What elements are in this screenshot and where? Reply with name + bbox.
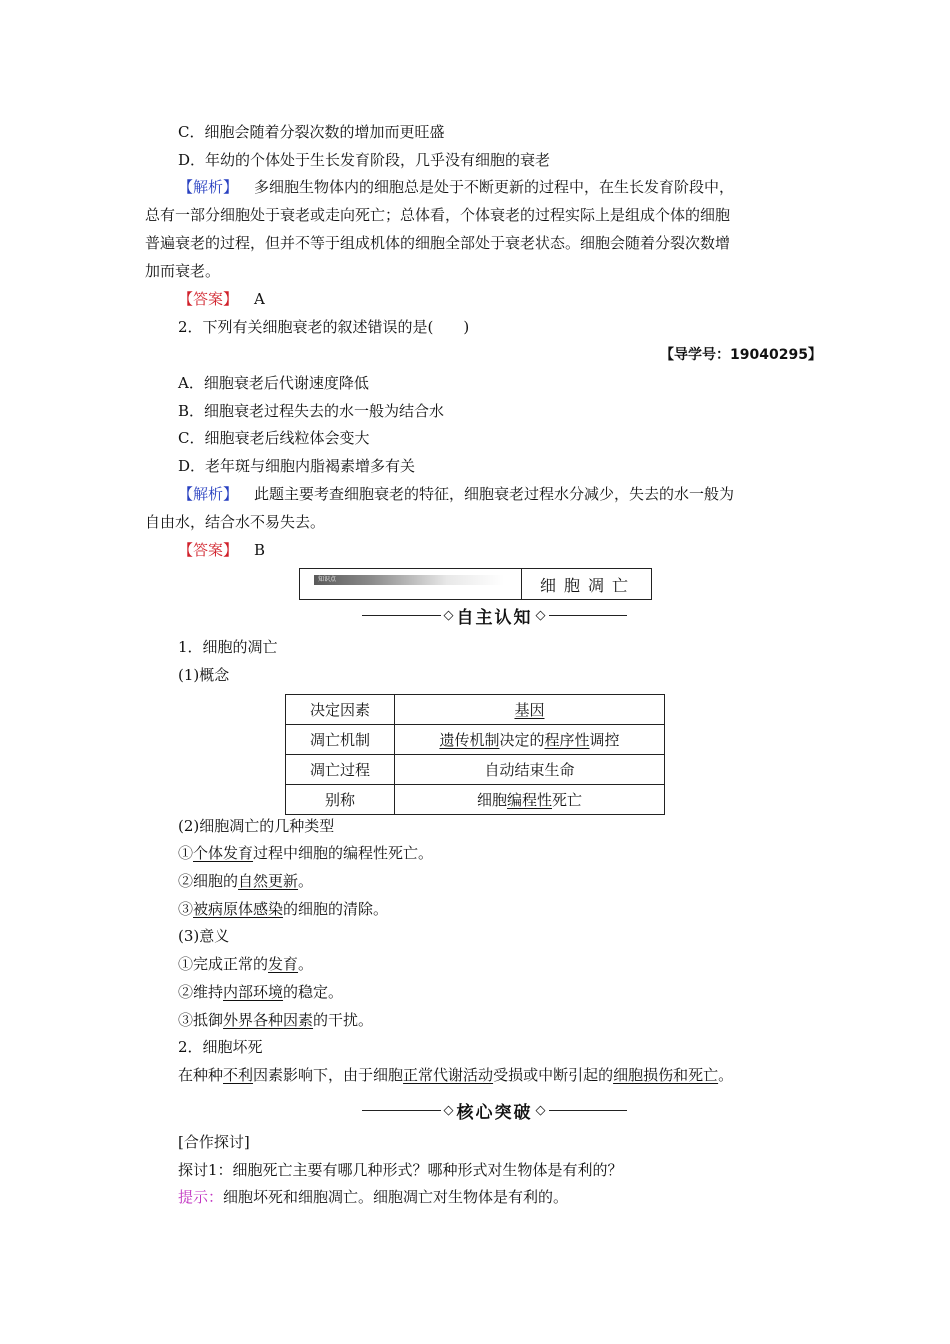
item-cell-apoptosis: 1．细胞的凋亡: [178, 638, 278, 656]
sub-types: (2)细胞凋亡的几种类型: [178, 817, 335, 835]
table-row: [286, 725, 665, 755]
underlined-term: 程序性: [544, 731, 590, 749]
text-segment: ①: [178, 844, 194, 862]
underlined-term: 内部环境: [223, 983, 284, 1001]
underlined-term: 个体发育: [193, 844, 254, 862]
section-title-self-study: 自主认知: [456, 607, 533, 628]
type-1: [178, 843, 433, 863]
section-title-core: 核心突破: [456, 1102, 533, 1123]
q2-stem: 2．下列有关细胞衰老的叙述错误的是( ): [178, 318, 470, 336]
text-segment: ②细胞的: [178, 872, 239, 890]
q2-analysis-line-1: 此题主要考查细胞衰老的特征，细胞衰老过程水分减少，失去的水一般为: [254, 485, 735, 503]
text-segment: 的干扰。: [313, 1011, 374, 1029]
q1-answer: [178, 289, 265, 309]
table-value-cell: [395, 695, 665, 725]
table-key-cell: 凋亡过程: [286, 755, 395, 785]
q2-analysis-line-2: 自由水，结合水不易失去。: [145, 513, 326, 531]
table-value-cell: [395, 755, 665, 785]
text-segment: 。: [298, 955, 314, 973]
q1-analysis-line-4: 加而衰老。: [145, 262, 221, 280]
q1-answer-value: A: [254, 290, 265, 308]
meaning-1: [178, 954, 313, 974]
text-segment: 细胞: [476, 791, 507, 809]
section-heading-self-study: [362, 603, 627, 627]
text-segment: 调控: [589, 731, 620, 749]
knowledge-point-title: 细胞凋亡: [540, 576, 637, 595]
sub-concept: (1)概念: [178, 666, 230, 684]
underlined-term: 细胞损伤和死亡: [613, 1066, 719, 1084]
text-segment: ③: [178, 900, 194, 918]
q1-analysis-line-2: 总有一部分细胞处于衰老或走向死亡；总体看，个体衰老的过程实际上是组成个体的细胞: [145, 206, 731, 224]
concept-table: [285, 694, 665, 815]
cooperation-heading: [合作探讨]: [178, 1133, 250, 1151]
q1-analysis-line-1: 多细胞生物体内的细胞总是处于不断更新的过程中，在生长发育阶段中，: [254, 178, 735, 196]
heading-rule-left: [362, 615, 441, 616]
text-segment: ②维持: [178, 983, 224, 1001]
knowledge-point-banner: [299, 568, 652, 600]
q2-analysis-first: [178, 484, 734, 504]
knowledge-point-tag: 知识点: [318, 576, 337, 583]
text-segment: 的细胞的清除。: [283, 900, 389, 918]
type-2: [178, 871, 313, 891]
q1-analysis-line-3: 普遍衰老的过程，但并不等于组成机体的细胞全部处于衰老状态。细胞会随着分裂次数增: [145, 234, 731, 252]
q2-answer-value: B: [254, 541, 266, 559]
underlined-term: 发育: [268, 955, 299, 973]
underlined-term: 基因: [514, 701, 545, 719]
q2-guide-number: 【导学号：19040295】: [660, 347, 822, 363]
underlined-term: 编程性: [506, 791, 552, 809]
knowledge-point-tag-bar: [314, 575, 504, 585]
knowledge-point-divider: [521, 569, 522, 599]
q2-analysis-label: 【解析】: [178, 485, 239, 503]
underlined-term: 被病原体感染: [193, 900, 284, 918]
necrosis-definition: [178, 1065, 733, 1085]
table-value-cell: [395, 785, 665, 815]
table-row: [286, 695, 665, 725]
text-segment: 。: [718, 1066, 734, 1084]
diamond-icon: ◇: [443, 607, 454, 623]
text-segment: 过程中细胞的编程性死亡。: [253, 844, 434, 862]
q2-answer-label: 【答案】: [178, 541, 239, 559]
diamond-icon: ◇: [535, 1102, 546, 1118]
text-segment: 死亡: [552, 791, 583, 809]
text-segment: 。: [298, 872, 314, 890]
text-segment: 自动结束生命: [484, 761, 575, 779]
text-segment: ①完成正常的: [178, 955, 269, 973]
meaning-3: [178, 1010, 373, 1030]
q1-analysis-label: 【解析】: [178, 178, 239, 196]
table-row: [286, 755, 665, 785]
q2-option-c: C．细胞衰老后线粒体会变大: [178, 429, 370, 447]
type-3: [178, 899, 388, 919]
text-segment: 决定的: [499, 731, 545, 749]
q1-option-d: D．年幼的个体处于生长发育阶段，几乎没有细胞的衰老: [178, 151, 551, 169]
q2-option-b: B．细胞衰老过程失去的水一般为结合水: [178, 402, 445, 420]
underlined-term: 遗传机制: [439, 731, 500, 749]
heading-rule-right: [549, 1110, 628, 1111]
q2-option-a: A．细胞衰老后代谢速度降低: [178, 374, 369, 392]
underlined-term: 正常代谢活动: [403, 1066, 494, 1084]
underlined-term: 不利: [223, 1066, 254, 1084]
q1-option-c: C．细胞会随着分裂次数的增加而更旺盛: [178, 123, 445, 141]
table-key-cell: 凋亡机制: [286, 725, 395, 755]
section-heading-core: [362, 1098, 627, 1122]
meaning-2: [178, 982, 343, 1002]
q1-analysis-first: [178, 177, 734, 197]
hint-line: [178, 1187, 568, 1207]
sub-meaning: (3)意义: [178, 927, 230, 945]
table-key-cell: 别称: [286, 785, 395, 815]
text-segment: 的稳定。: [283, 983, 344, 1001]
hint-text: 细胞坏死和细胞凋亡。细胞凋亡对生物体是有利的。: [223, 1188, 569, 1206]
underlined-term: 外界各种因素: [223, 1011, 314, 1029]
table-value-cell: [395, 725, 665, 755]
q2-answer: [178, 540, 265, 560]
heading-rule-right: [549, 615, 628, 616]
item-necrosis: 2．细胞坏死: [178, 1038, 263, 1056]
diamond-icon: ◇: [535, 607, 546, 623]
table-row: [286, 785, 665, 815]
text-segment: 受损或中断引起的: [493, 1066, 614, 1084]
diamond-icon: ◇: [443, 1102, 454, 1118]
hint-label: 提示：: [178, 1188, 224, 1206]
table-key-cell: 决定因素: [286, 695, 395, 725]
discussion-1: 探讨1：细胞死亡主要有哪几种形式？哪种形式对生物体是有利的？: [178, 1161, 623, 1179]
q2-option-d: D．老年斑与细胞内脂褐素增多有关: [178, 457, 416, 475]
underlined-term: 自然更新: [238, 872, 299, 890]
q1-answer-label: 【答案】: [178, 290, 239, 308]
text-segment: 因素影响下，由于细胞: [253, 1066, 404, 1084]
text-segment: ③抵御: [178, 1011, 224, 1029]
text-segment: 在种种: [178, 1066, 224, 1084]
heading-rule-left: [362, 1110, 441, 1111]
